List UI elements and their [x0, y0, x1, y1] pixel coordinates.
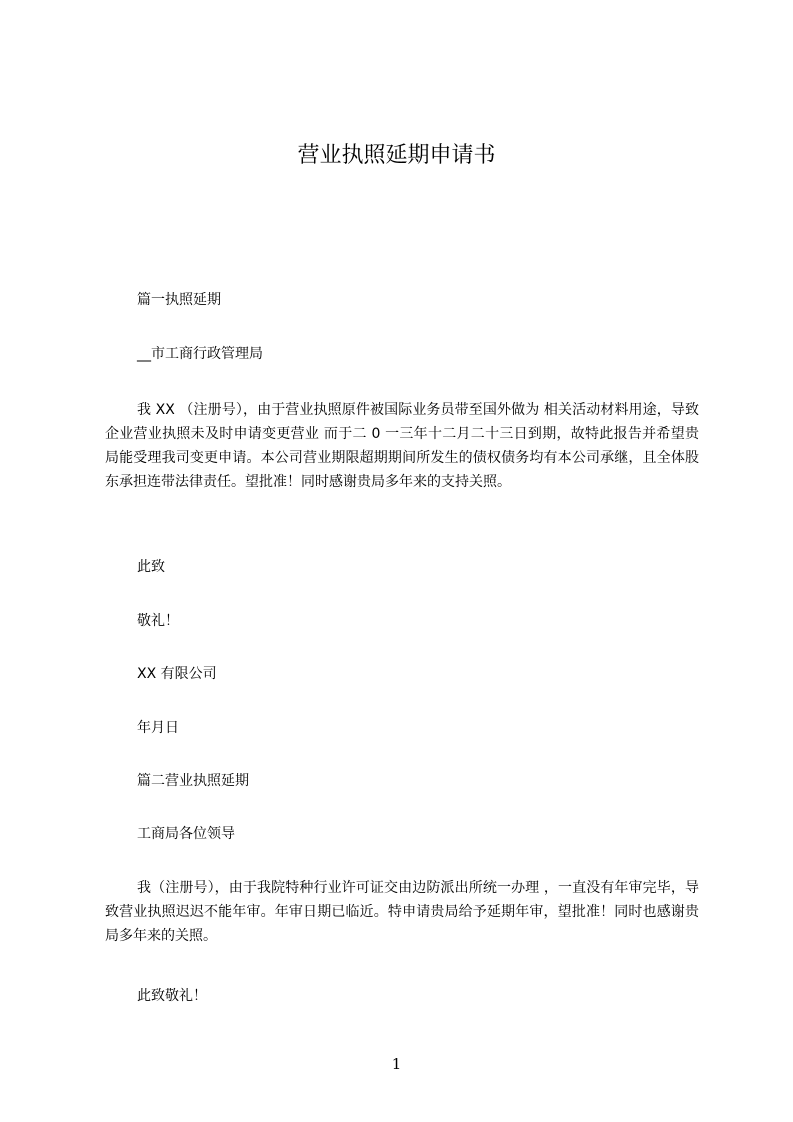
- section1-recipient: __市工商行政管理局: [137, 346, 263, 362]
- section1-date: 年月日: [137, 720, 179, 736]
- page-title: 营业执照延期申请书: [297, 143, 496, 168]
- section2-recipient: 工商局各位领导: [137, 826, 235, 842]
- section2-closing: 此致敬礼！: [137, 988, 207, 1004]
- section1-closing-1: 此致: [137, 559, 165, 575]
- section1-closing-2: 敬礼！: [137, 613, 179, 629]
- page-number: 1: [391, 1055, 402, 1073]
- section2-body: 我（注册号），由于我院特种行业许可证交由边防派出所统一办理 ，一直没有年审完毕，导致营业执照迟迟不能年审。年审日期已临近。特申请贵局给予延期年审，望批准！同时也感谢贵局多年来的关照。: [105, 880, 699, 944]
- section1-body: 我 XX （注册号），由于营业执照原件被国际业务员带至国外做为 相关活动材料用途，导致企业营业执照未及时申请变更营业 而于二 0 一三年十二月二十三日到期，故特此报告并希望贵局能受理我司变更申请。本公司营业期限超期期间所发生的债权债务均有本公司承继，且全体股东承担连带法律责任。望批准！同时感谢贵局多年来的支持关照。: [105, 402, 699, 490]
- section1-heading: 篇一执照延期: [137, 292, 221, 308]
- section1-company: XX 有限公司: [137, 666, 217, 682]
- section2-heading: 篇二营业执照延期: [137, 773, 249, 789]
